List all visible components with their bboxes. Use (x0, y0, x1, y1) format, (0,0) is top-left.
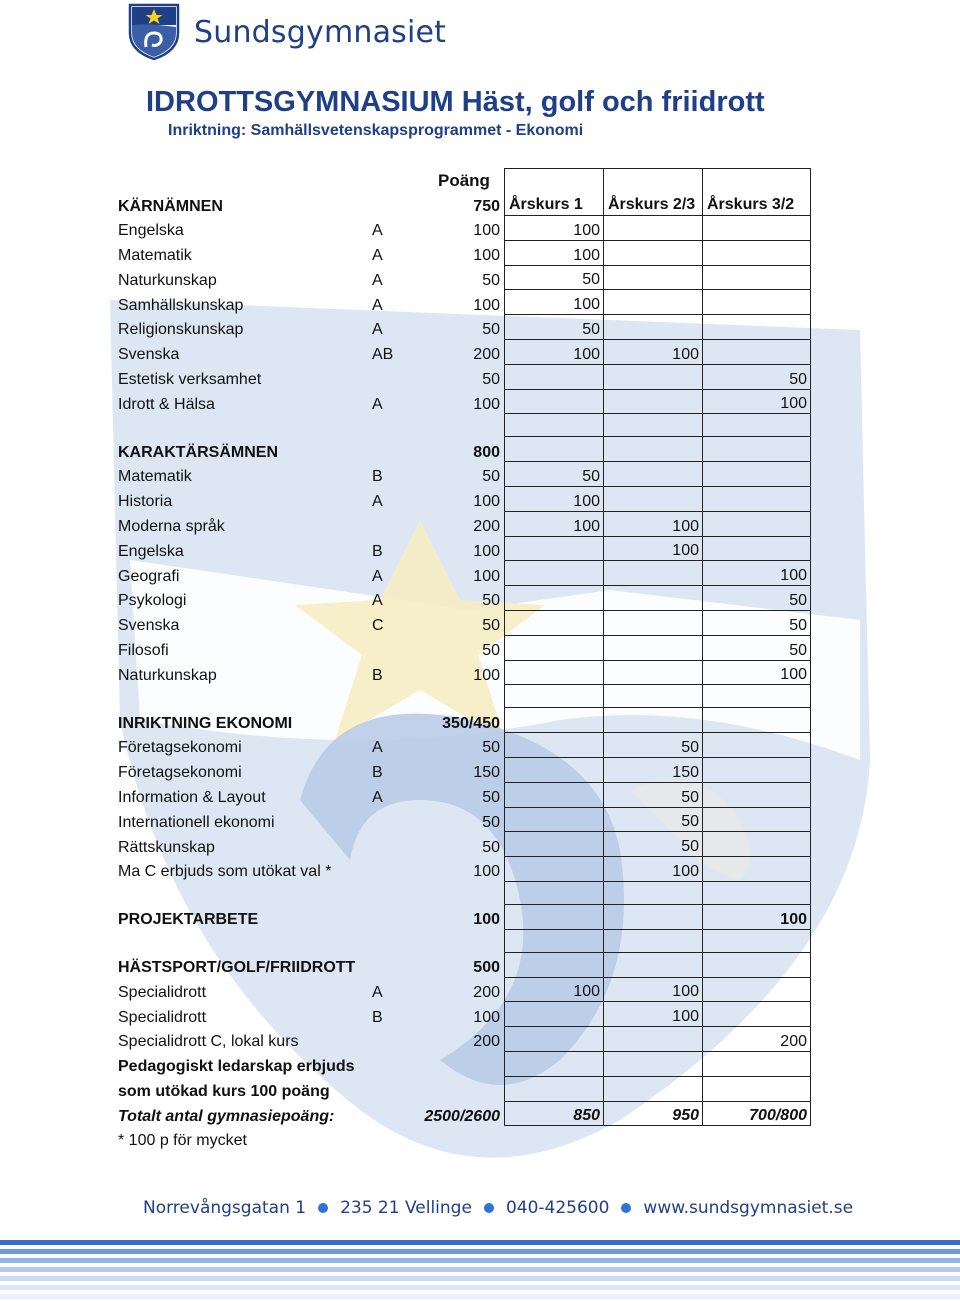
year1-points: 100 (505, 240, 604, 265)
course-name: Samhällskunskap (118, 296, 244, 314)
year3-2-points (703, 486, 811, 511)
year2-3-points (604, 290, 703, 315)
footer-stripes (0, 1240, 960, 1301)
year1-points (505, 1076, 604, 1101)
course-points: 50 (482, 271, 500, 289)
course-name: Engelska (118, 542, 184, 560)
course-points: 2500/2600 (424, 1107, 500, 1125)
course-level (370, 1076, 410, 1101)
course-level (370, 364, 410, 389)
course-level: AB (372, 346, 394, 364)
course-name: Estetisk verksamhet (118, 371, 262, 389)
course-name: Information & Layout (118, 789, 266, 807)
course-name: Historia (118, 493, 173, 511)
course-points (410, 414, 505, 437)
year2-3-points: 50 (604, 807, 703, 832)
course-points: 200 (473, 983, 500, 1001)
course-level: A (372, 789, 383, 807)
bullet-dot-icon (621, 1203, 631, 1213)
year3-2-points (703, 290, 811, 315)
year1-points (505, 1027, 604, 1052)
year1-points (505, 685, 604, 708)
course-points: 500 (473, 959, 500, 977)
course-name: Svenska (118, 617, 180, 635)
course-name: Matematik (118, 247, 192, 265)
year2-3-points (604, 610, 703, 635)
course-row (116, 586, 811, 611)
course-points: 100 (473, 222, 500, 240)
footer-address: Norrevångsgatan 1 (143, 1198, 307, 1218)
year2-3-points (604, 561, 703, 586)
course-row (116, 610, 811, 635)
year3-2-points: 50 (703, 364, 811, 389)
year1-points (505, 561, 604, 586)
year1-points: 50 (505, 462, 604, 487)
course-table (116, 168, 811, 1150)
year1-points (505, 832, 604, 857)
year2-3-points (604, 265, 703, 290)
year2-3-points: 100 (604, 977, 703, 1002)
course-level: C (372, 617, 384, 635)
year2-3-points (604, 216, 703, 241)
course-points (410, 929, 505, 952)
year3-2-points: 100 (703, 389, 811, 414)
year2-3-points (604, 952, 703, 977)
footer-phone: 040-425600 (505, 1198, 610, 1218)
course-row (116, 240, 811, 265)
course-points: 200 (473, 518, 500, 536)
course-level (370, 952, 410, 977)
course-points: 50 (482, 371, 500, 389)
year1-points (505, 536, 604, 561)
year2-3-points: 50 (604, 733, 703, 758)
course-name: Företagsekonomi (118, 764, 242, 782)
year3-2-points (703, 315, 811, 340)
course-level (370, 1126, 410, 1150)
course-level: A (372, 493, 383, 511)
course-row (116, 536, 811, 561)
year2-3-points (604, 462, 703, 487)
year2-3-points (604, 437, 703, 462)
year2-3-points (604, 240, 703, 265)
year3-2-points (703, 265, 811, 290)
year3-2-points (703, 708, 811, 733)
year3-2-points: 100 (703, 660, 811, 685)
course-row (116, 635, 811, 660)
course-points: 200 (473, 1033, 500, 1051)
course-name: Pedagogiskt ledarskap erbjuds (118, 1058, 355, 1076)
course-points: 50 (482, 642, 500, 660)
year3-2-points (703, 1051, 811, 1076)
course-name: Totalt antal gymnasiepoäng: (118, 1107, 335, 1125)
year2-3-points: 150 (604, 757, 703, 782)
points-label: Poäng (438, 171, 490, 190)
course-name: Geografi (118, 567, 180, 585)
year2-3-points: 50 (604, 832, 703, 857)
course-level (370, 414, 410, 437)
header-points: 750 (473, 197, 500, 215)
course-name (116, 685, 370, 708)
course-points: 50 (482, 789, 500, 807)
section-row (116, 952, 811, 977)
year3-2-points (703, 685, 811, 708)
course-row (116, 1027, 811, 1052)
course-points: 100 (473, 666, 500, 684)
course-level (370, 857, 410, 882)
year3-2-points (703, 1076, 811, 1101)
year2-3-points (604, 929, 703, 952)
year2-3-points (604, 1076, 703, 1101)
course-points: 100 (473, 493, 500, 511)
bullet-dot-icon (484, 1203, 494, 1213)
footer-website: www.sundsgymnasiet.se (643, 1198, 854, 1218)
year1-points (505, 857, 604, 882)
year2-3-points: 950 (604, 1101, 703, 1126)
course-points: 150 (473, 764, 500, 782)
year2-3-points (604, 881, 703, 904)
year3-2-points (703, 977, 811, 1002)
course-level: A (372, 567, 383, 585)
year1-points: 100 (505, 511, 604, 536)
year1-points (505, 389, 604, 414)
course-row (116, 216, 811, 241)
course-level (370, 437, 410, 462)
course-row (116, 782, 811, 807)
year3-2-points: 50 (703, 635, 811, 660)
course-name: Psykologi (118, 592, 187, 610)
total-row (116, 1101, 811, 1126)
sundsgymnasiet-logo-icon (128, 3, 180, 61)
course-row (116, 1051, 811, 1076)
spacer-row (116, 881, 811, 904)
course-points: 50 (482, 838, 500, 856)
year2-3-points: 100 (604, 1002, 703, 1027)
year1-points (505, 929, 604, 952)
year1-points: 100 (505, 290, 604, 315)
year2-3-points (604, 414, 703, 437)
course-row (116, 977, 811, 1002)
year2-3-points (604, 660, 703, 685)
course-name: Naturkunskap (118, 271, 217, 289)
header (128, 0, 446, 64)
logo-text: Sundsgymnasiet (194, 14, 447, 50)
year1-points (505, 904, 604, 929)
year3-2-points (703, 339, 811, 364)
course-level: A (372, 271, 383, 289)
year3-2-points (703, 1126, 811, 1150)
course-name (116, 929, 370, 952)
course-level: B (372, 666, 383, 684)
course-name: Filosofi (118, 642, 169, 660)
year3-2-points: 50 (703, 610, 811, 635)
year3-2-points: 100 (703, 904, 811, 929)
year2-3-points (604, 708, 703, 733)
year1-points (505, 1002, 604, 1027)
bullet-dot-icon (318, 1203, 328, 1213)
course-points (410, 881, 505, 904)
header-year1: Årskurs 1 (505, 169, 604, 216)
course-level: A (372, 247, 383, 265)
course-level (370, 511, 410, 536)
course-points: 100 (473, 296, 500, 314)
course-row (116, 660, 811, 685)
year2-3-points: 50 (604, 782, 703, 807)
year3-2-points: 100 (703, 561, 811, 586)
course-level: A (372, 739, 383, 757)
course-name: Specialidrott (118, 1008, 207, 1026)
course-table-wrap (116, 168, 807, 1150)
spacer-row (116, 685, 811, 708)
section-row (116, 904, 811, 929)
year1-points (505, 437, 604, 462)
year3-2-points: 200 (703, 1027, 811, 1052)
year2-3-points (604, 1027, 703, 1052)
footer-postal: 235 21 Vellinge (340, 1198, 472, 1218)
year1-points (505, 660, 604, 685)
course-level: B (372, 542, 383, 560)
year1-points: 100 (505, 977, 604, 1002)
course-level: A (372, 592, 383, 610)
course-level: A (372, 296, 383, 314)
course-row (116, 1126, 811, 1150)
course-level (370, 832, 410, 857)
year1-points (505, 586, 604, 611)
course-points: 50 (482, 592, 500, 610)
course-points: 50 (482, 617, 500, 635)
course-points: 50 (482, 321, 500, 339)
year2-3-points (604, 586, 703, 611)
course-row (116, 462, 811, 487)
course-name: KARAKTÄRSÄMNEN (118, 443, 278, 461)
year3-2-points (703, 536, 811, 561)
year2-3-points (604, 1051, 703, 1076)
year2-3-points: 100 (604, 339, 703, 364)
course-level (370, 929, 410, 952)
year1-points (505, 610, 604, 635)
year1-points (505, 708, 604, 733)
year1-points: 100 (505, 339, 604, 364)
course-row (116, 265, 811, 290)
year3-2-points (703, 952, 811, 977)
page-title: IDROTTSGYMNASIUM Häst, golf och friidrott (146, 86, 765, 118)
course-points: 50 (482, 739, 500, 757)
year1-points (505, 807, 604, 832)
course-name: som utökad kurs 100 poäng (118, 1083, 330, 1100)
course-row (116, 389, 811, 414)
year1-points: 100 (505, 486, 604, 511)
section-row (116, 708, 811, 733)
course-level (370, 1027, 410, 1052)
course-level (370, 1101, 410, 1126)
course-name: HÄSTSPORT/GOLF/FRIIDROTT (118, 959, 356, 977)
course-name: Naturkunskap (118, 666, 217, 684)
course-level: A (372, 395, 383, 413)
year2-3-points (604, 364, 703, 389)
course-row (116, 486, 811, 511)
year3-2-points (703, 414, 811, 437)
year1-points (505, 1051, 604, 1076)
page-subtitle: Inriktning: Samhällsvetenskapsprogrammet - Ekonomi (168, 122, 584, 139)
course-points: 50 (482, 813, 500, 831)
course-row (116, 807, 811, 832)
course-points: 100 (473, 863, 500, 881)
course-points: 100 (473, 1008, 500, 1026)
year3-2-points: 700/800 (703, 1101, 811, 1126)
course-level: B (372, 764, 383, 782)
course-name (116, 881, 370, 904)
course-level (370, 904, 410, 929)
year2-3-points (604, 685, 703, 708)
year3-2-points (703, 881, 811, 904)
course-level (370, 708, 410, 733)
spacer-row (116, 414, 811, 437)
course-name: Specialidrott C, lokal kurs (118, 1033, 299, 1051)
header-year2-3: Årskurs 2/3 (604, 169, 703, 216)
course-name: INRIKTNING EKONOMI (118, 714, 293, 732)
course-row (116, 733, 811, 758)
year3-2-points (703, 757, 811, 782)
year3-2-points (703, 782, 811, 807)
year2-3-points (604, 315, 703, 340)
year1-points (505, 414, 604, 437)
course-points: 100 (473, 911, 500, 929)
course-name: Internationell ekonomi (118, 813, 275, 831)
course-points (410, 1076, 505, 1101)
course-name: Matematik (118, 468, 192, 486)
course-row (116, 857, 811, 882)
course-name: Engelska (118, 222, 184, 240)
course-row (116, 561, 811, 586)
year1-points (505, 782, 604, 807)
course-points (410, 1126, 505, 1150)
course-level: A (372, 321, 383, 339)
year1-points: 50 (505, 265, 604, 290)
header-section: KÄRNÄMNEN (118, 197, 223, 215)
course-name: Moderna språk (118, 518, 225, 536)
course-level: A (372, 983, 383, 1001)
year1-points (505, 757, 604, 782)
course-points: 350/450 (442, 714, 500, 732)
course-level (370, 807, 410, 832)
course-level (370, 635, 410, 660)
year3-2-points (703, 240, 811, 265)
course-name: Religionskunskap (118, 321, 244, 339)
spacer-row (116, 929, 811, 952)
year3-2-points (703, 807, 811, 832)
year1-points: 100 (505, 216, 604, 241)
course-points: 100 (473, 395, 500, 413)
course-level (370, 1051, 410, 1076)
course-points: 100 (473, 247, 500, 265)
year3-2-points (703, 462, 811, 487)
year3-2-points (703, 1002, 811, 1027)
year1-points (505, 1126, 604, 1150)
course-row (116, 832, 811, 857)
course-name: * 100 p för mycket (118, 1132, 247, 1150)
course-name (116, 414, 370, 437)
year1-points (505, 733, 604, 758)
year1-points (505, 952, 604, 977)
course-name: Företagsekonomi (118, 739, 242, 757)
year2-3-points: 100 (604, 857, 703, 882)
year3-2-points (703, 437, 811, 462)
course-level (370, 881, 410, 904)
course-row (116, 290, 811, 315)
year1-points: 850 (505, 1101, 604, 1126)
year2-3-points (604, 486, 703, 511)
course-points: 50 (482, 468, 500, 486)
course-row (116, 364, 811, 389)
course-name: Specialidrott (118, 983, 207, 1001)
header-level (370, 169, 410, 216)
table-header-row (116, 169, 811, 216)
course-row (116, 339, 811, 364)
course-level: B (372, 468, 383, 486)
year1-points (505, 881, 604, 904)
course-points: 100 (473, 542, 500, 560)
course-points: 100 (473, 567, 500, 585)
year3-2-points (703, 929, 811, 952)
course-points (410, 685, 505, 708)
year2-3-points (604, 635, 703, 660)
year2-3-points: 100 (604, 536, 703, 561)
section-row (116, 437, 811, 462)
course-level: A (372, 222, 383, 240)
year2-3-points (604, 389, 703, 414)
course-row (116, 1002, 811, 1027)
course-name: Idrott & Hälsa (118, 395, 215, 413)
course-name: Svenska (118, 346, 180, 364)
course-name: Ma C erbjuds som utökat val * (118, 863, 332, 881)
year3-2-points: 50 (703, 586, 811, 611)
course-name: PROJEKTARBETE (118, 911, 259, 929)
year2-3-points: 100 (604, 511, 703, 536)
year3-2-points (703, 216, 811, 241)
course-points: 800 (473, 443, 500, 461)
year3-2-points (703, 511, 811, 536)
course-row (116, 757, 811, 782)
course-level (370, 685, 410, 708)
course-row (116, 315, 811, 340)
year1-points: 50 (505, 315, 604, 340)
year1-points (505, 364, 604, 389)
course-row (116, 511, 811, 536)
year3-2-points (703, 832, 811, 857)
year2-3-points (604, 1126, 703, 1150)
header-year3-2: Årskurs 3/2 (703, 169, 811, 216)
course-points: 200 (473, 346, 500, 364)
course-level: B (372, 1008, 383, 1026)
course-row (116, 1076, 811, 1101)
year2-3-points (604, 904, 703, 929)
year3-2-points (703, 733, 811, 758)
footer-contact (143, 1198, 853, 1218)
course-name: Rättskunskap (118, 838, 215, 856)
year1-points (505, 635, 604, 660)
year3-2-points (703, 857, 811, 882)
course-points (410, 1051, 505, 1076)
